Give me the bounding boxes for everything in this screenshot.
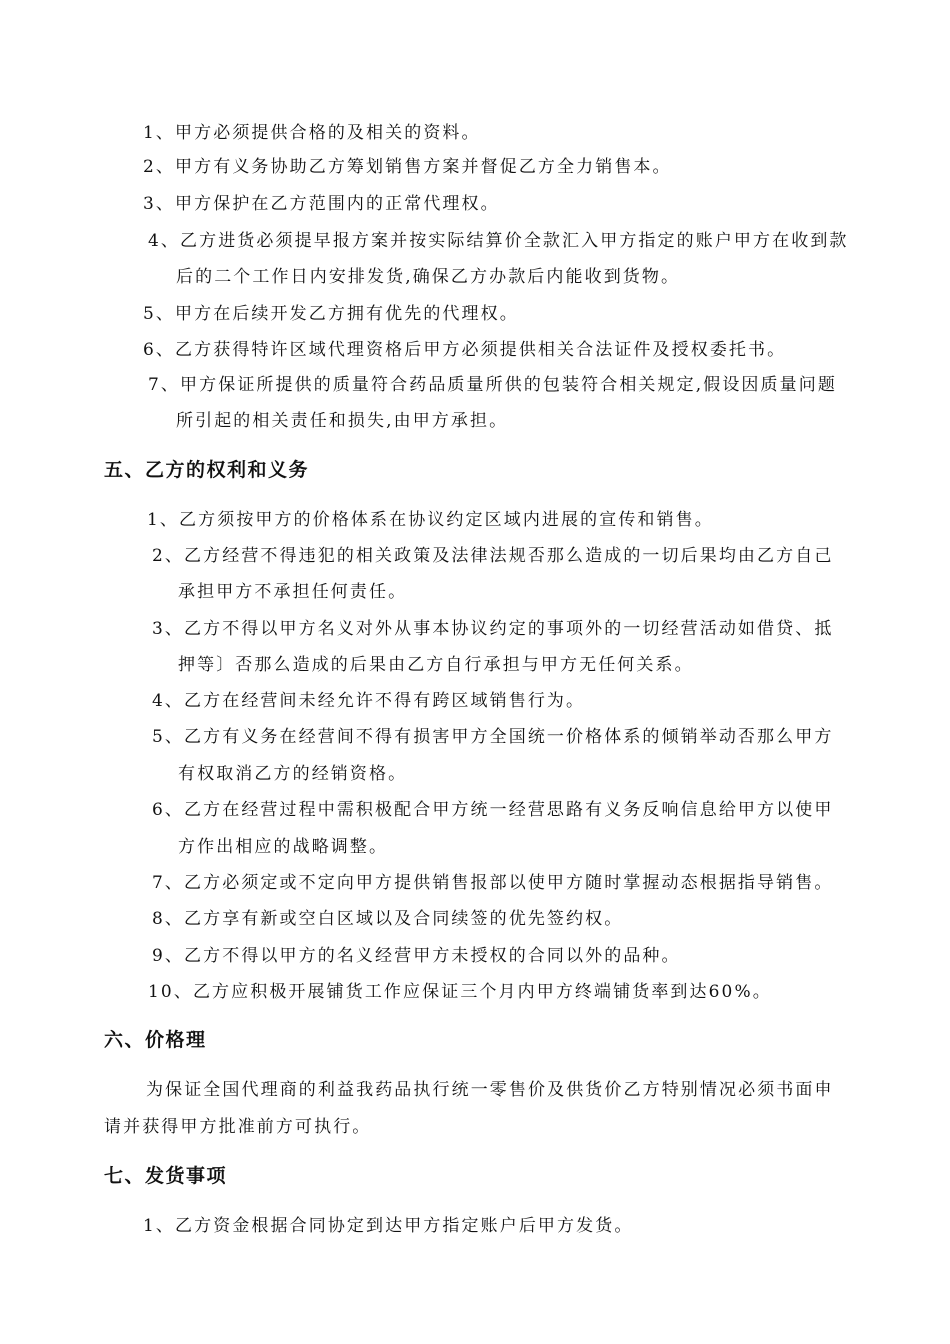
list-item	[152, 907, 623, 931]
list-item	[143, 302, 519, 326]
item-number: 1、	[143, 1216, 176, 1236]
item-text: 乙方获得特许区域代理资格后甲方必须提供相关合法证件及授权委托书。	[175, 340, 787, 360]
list-item-continuation: 有权取消乙方的经销资格。	[178, 764, 408, 784]
item-number: 5、	[152, 727, 185, 747]
list-item-continuation: 方作出相应的战略调整。	[178, 837, 389, 857]
list-item	[152, 871, 833, 895]
list-item	[143, 1214, 633, 1238]
paragraph-line: 请并获得甲方批准前方可执行。	[104, 1117, 372, 1137]
list-item	[143, 338, 786, 362]
item-text: 乙方在经营过程中需积极配合甲方统一经营思路有义务反响信息给甲方以使甲	[184, 800, 834, 820]
paragraph-line: 为保证全国代理商的利益我药品执行统一零售价及供货价乙方特别情况必须书面申	[146, 1080, 834, 1100]
item-text: 乙方资金根据合同协定到达甲方指定账户后甲方发货。	[175, 1216, 634, 1236]
list-item	[148, 373, 837, 397]
item-text: 甲方保护在乙方范围内的正常代理权。	[175, 194, 500, 214]
item-number: 1、	[143, 123, 176, 143]
item-text: 乙方必须定或不定向甲方提供销售报部以使甲方随时掌握动态根据指导销售。	[184, 873, 834, 893]
list-item	[152, 798, 833, 822]
item-text: 乙方有义务在经营间不得有损害甲方全国统一价格体系的倾销举动否那么甲方	[184, 727, 834, 747]
item-number: 9、	[152, 946, 185, 966]
item-text: 乙方不得以甲方名义对外从事本协议约定的事项外的一切经营活动如借贷、抵	[184, 619, 834, 639]
list-item-continuation: 押等〕否那么造成的后果由乙方自行承担与甲方无任何关系。	[178, 655, 694, 675]
item-text: 甲方必须提供合格的及相关的资料。	[175, 123, 481, 143]
item-number: 8、	[152, 909, 185, 929]
item-number: 7、	[152, 873, 185, 893]
item-number: 2、	[152, 546, 185, 566]
item-number: 7、	[148, 375, 181, 395]
list-item	[152, 725, 833, 749]
list-item	[152, 944, 681, 968]
item-text: 乙方不得以甲方的名义经营甲方未授权的合同以外的品种。	[184, 946, 681, 966]
list-item-continuation: 承担甲方不承担任何责任。	[178, 582, 408, 602]
section-heading: 六、价格理	[104, 1029, 207, 1051]
item-number: 4、	[148, 231, 181, 251]
list-item	[143, 155, 672, 179]
item-text: 乙方应积极开展铺货工作应保证三个月内甲方终端铺货率到达60%。	[192, 982, 772, 1002]
item-number: 6、	[143, 340, 176, 360]
item-number: 2、	[143, 157, 176, 177]
list-item	[148, 229, 849, 253]
item-text: 甲方有义务协助乙方筹划销售方案并督促乙方全力销售本。	[175, 157, 672, 177]
item-text: 甲方在后续开发乙方拥有优先的代理权。	[175, 304, 519, 324]
item-text: 乙方在经营间未经允许不得有跨区域销售行为。	[184, 691, 586, 711]
section-heading: 七、发货事项	[104, 1165, 228, 1187]
list-item-continuation: 所引起的相关责任和损失,由甲方承担。	[176, 411, 509, 431]
item-text: 乙方享有新或空白区域以及合同续签的优先签约权。	[184, 909, 624, 929]
list-item	[143, 192, 500, 216]
item-number: 5、	[143, 304, 176, 324]
list-item	[152, 544, 833, 568]
item-text: 乙方经营不得违犯的相关政策及法律法规否那么造成的一切后果均由乙方自己	[184, 546, 834, 566]
item-number: 10、	[148, 982, 193, 1002]
list-item	[152, 617, 833, 641]
list-item	[143, 121, 481, 145]
item-number: 1、	[147, 510, 180, 530]
item-text: 乙方须按甲方的价格体系在协议约定区域内进展的宣传和销售。	[179, 510, 714, 530]
item-text: 乙方进货必须提早报方案并按实际结算价全款汇入甲方指定的账户甲方在收到款	[180, 231, 849, 251]
list-item	[148, 980, 772, 1004]
list-item-continuation: 后的二个工作日内安排发货,确保乙方办款后内能收到货物。	[176, 267, 681, 287]
item-number: 6、	[152, 800, 185, 820]
item-number: 4、	[152, 691, 185, 711]
item-number: 3、	[143, 194, 176, 214]
item-number: 3、	[152, 619, 185, 639]
section-heading: 五、乙方的权利和义务	[104, 459, 310, 481]
list-item	[147, 508, 714, 532]
item-text: 甲方保证所提供的质量符合药品质量所供的包装符合相关规定,假设因质量问题	[180, 375, 837, 395]
list-item	[152, 689, 585, 713]
